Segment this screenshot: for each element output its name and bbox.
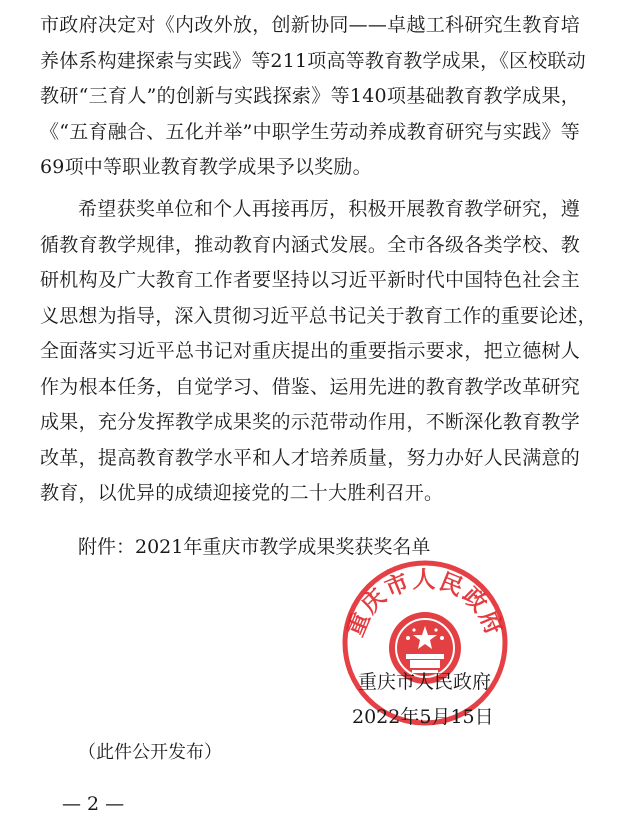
page-number: — 2 — xyxy=(62,793,125,815)
text-line: 循教育教学规律，推动教育内涵式发展。全市各级各类学校、教 xyxy=(40,233,580,256)
text-line: 教育，以优异的成绩迎接党的二十大胜利召开。 xyxy=(40,482,444,504)
text-line: 作为根本任务，自觉学习、借鉴、运用先进的教育教学改革研究 xyxy=(40,375,580,398)
paragraph-expectations xyxy=(40,192,597,512)
text-line: 《“五育融合、五化并举”中职学生劳动养成教育研究与实践》等 xyxy=(40,120,580,143)
issue-date: 2022年5月15日 xyxy=(352,706,494,728)
text-line: 成果，充分发挥教学成果奖的示范带动作用，不断深化教育教学 xyxy=(40,411,580,433)
text-line: 市政府决定对《内改外放，创新协同——卓越工科研究生教育培 xyxy=(40,14,580,36)
paragraph-award-decision xyxy=(40,8,586,186)
text-line: 研机构及广大教育工作者要坚持以习近平新时代中国特色社会主 xyxy=(40,269,580,291)
text-line: 69项中等职业教育教学成果予以奖励。 xyxy=(40,156,372,178)
text-line: 希望获奖单位和个人再接再厉，积极开展教育教学研究，遵 xyxy=(78,198,580,220)
text-line: 教研“三育人”的创新与实践探索》等140项基础教育教学成果， xyxy=(40,85,580,107)
text-line: 改革，提高教育教学水平和人才培养质量，努力办好人民满意的 xyxy=(40,446,580,469)
text-line: 养体系构建探索与实践》等211项高等教育教学成果，《区校联动 xyxy=(40,49,586,72)
signer-organization: 重庆市人民政府 xyxy=(358,671,492,693)
attachment-line: 附件：2021年重庆市教学成果奖获奖名单 xyxy=(78,536,431,558)
seal-text: 重庆市人民政府 xyxy=(342,567,508,641)
publication-note: （此件公开发布） xyxy=(78,742,222,763)
text-line: 义思想为指导，深入贯彻习近平总书记关于教育工作的重要论述， xyxy=(40,304,597,327)
text-line: 全面落实习近平总书记对重庆提出的重要指示要求，把立德树人 xyxy=(40,340,580,362)
